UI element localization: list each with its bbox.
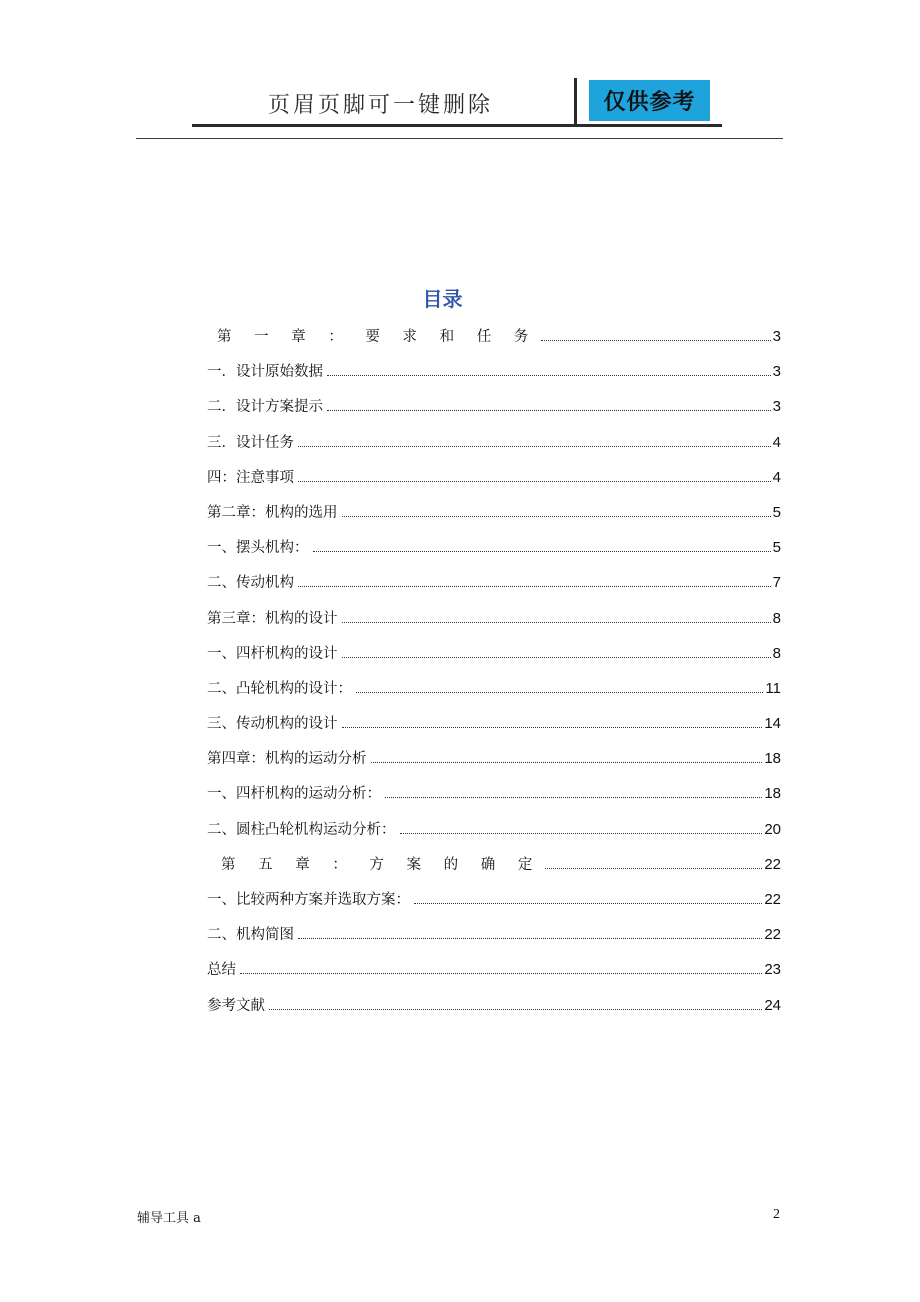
toc-entry[interactable] — [207, 501, 781, 536]
toc-leader-dots — [414, 903, 762, 904]
toc-leader-dots — [541, 340, 770, 341]
footer-page-number: 2 — [773, 1207, 780, 1222]
toc-entry-page: 5 — [772, 539, 781, 557]
toc-entry-page: 22 — [764, 891, 781, 908]
reference-only-badge: 仅供参考 — [589, 80, 710, 121]
toc-entry-page: 3 — [772, 398, 781, 416]
toc-entry[interactable] — [207, 853, 781, 888]
toc-entry[interactable] — [207, 607, 781, 642]
header-rule — [136, 138, 783, 139]
toc-leader-dots — [298, 481, 771, 482]
toc-entry-page: 24 — [764, 996, 781, 1014]
toc-leader-dots — [356, 692, 763, 693]
toc-entry-page: 4 — [772, 433, 781, 451]
toc-entry-label: 三．设计任务 — [207, 434, 294, 451]
header-underline — [192, 124, 722, 127]
toc-leader-dots — [269, 1009, 762, 1010]
toc-entry[interactable] — [207, 818, 781, 853]
toc-entry-page: 8 — [772, 609, 781, 627]
toc-entry[interactable] — [207, 712, 781, 747]
toc-entry[interactable] — [207, 642, 781, 677]
toc-entry-label: 一、四杆机构的运动分析： — [207, 786, 381, 803]
toc-entry[interactable] — [207, 571, 781, 606]
toc-entry-label: 四：注意事项 — [207, 469, 294, 486]
toc-entry-page: 18 — [764, 750, 781, 768]
toc-entry-label: 第 五 章 ： 方 案 的 确 定 — [221, 856, 542, 873]
toc-entry[interactable] — [207, 325, 781, 360]
toc-entry-label: 一、四杆机构的设计 — [207, 645, 338, 662]
toc-entry[interactable] — [207, 958, 781, 993]
toc-entry-label: 二．设计方案提示 — [207, 399, 323, 416]
toc-entry-page: 7 — [772, 574, 781, 592]
toc-entry[interactable] — [207, 747, 781, 782]
toc-entry-page: 18 — [764, 785, 781, 803]
header-text: 页眉页脚可一键删除 — [268, 93, 494, 118]
toc-entry-label: 参考文献 — [207, 997, 265, 1014]
toc-leader-dots — [385, 797, 762, 798]
toc-entry-page: 8 — [772, 644, 781, 662]
toc-entry-label: 一．设计原始数据 — [207, 364, 323, 381]
toc-title: 目录 — [422, 287, 463, 311]
toc-entry[interactable] — [207, 466, 781, 501]
table-of-contents — [207, 325, 781, 1029]
toc-leader-dots — [327, 410, 771, 411]
toc-entry-page: 22 — [764, 855, 781, 873]
toc-leader-dots — [342, 657, 771, 658]
toc-entry-label: 二、传动机构 — [207, 575, 294, 592]
toc-entry-page: 4 — [772, 468, 781, 486]
toc-entry[interactable] — [207, 677, 781, 712]
toc-leader-dots — [400, 833, 763, 834]
toc-entry-label: 二、机构简图 — [207, 927, 294, 944]
toc-leader-dots — [298, 586, 771, 587]
toc-entry-page: 3 — [772, 363, 781, 381]
toc-entry-label: 总结 — [207, 962, 236, 979]
toc-entry-page: 11 — [765, 679, 781, 697]
toc-entry-page: 22 — [764, 926, 781, 944]
toc-leader-dots — [327, 375, 771, 376]
toc-entry-label: 一、摆头机构： — [207, 540, 309, 557]
toc-entry[interactable] — [207, 923, 781, 958]
toc-entry[interactable] — [207, 782, 781, 817]
toc-entry[interactable] — [207, 395, 781, 430]
toc-leader-dots — [240, 973, 762, 974]
toc-entry[interactable] — [207, 536, 781, 571]
toc-entry-label: 第 一 章 ： 要 求 和 任 务 — [217, 329, 538, 345]
toc-entry-label: 二、凸轮机构的设计： — [207, 680, 352, 697]
toc-entry[interactable] — [207, 360, 781, 395]
footer-text: 辅导工具 a — [137, 1211, 201, 1226]
toc-entry-label: 第四章：机构的运动分析 — [207, 751, 367, 768]
toc-entry-label: 第三章：机构的设计 — [207, 610, 338, 627]
toc-entry-page: 23 — [764, 961, 781, 979]
toc-entry[interactable] — [207, 888, 781, 923]
toc-entry-page: 3 — [772, 328, 781, 345]
toc-leader-dots — [298, 938, 762, 939]
toc-leader-dots — [342, 622, 771, 623]
toc-entry[interactable] — [207, 994, 781, 1029]
toc-entry-label: 第二章：机构的选用 — [207, 504, 338, 521]
toc-leader-dots — [298, 446, 771, 447]
toc-entry-page: 20 — [764, 820, 781, 838]
toc-leader-dots — [342, 727, 763, 728]
toc-entry[interactable] — [207, 431, 781, 466]
toc-leader-dots — [313, 551, 771, 552]
toc-entry-label: 二、圆柱凸轮机构运动分析： — [207, 821, 396, 838]
toc-leader-dots — [545, 868, 762, 869]
toc-entry-label: 一、比较两种方案并选取方案： — [207, 892, 410, 908]
toc-entry-label: 三、传动机构的设计 — [207, 716, 338, 733]
toc-leader-dots — [342, 516, 771, 517]
toc-leader-dots — [371, 762, 763, 763]
header-divider — [574, 78, 577, 124]
toc-entry-page: 5 — [772, 503, 781, 521]
toc-entry-page: 14 — [764, 715, 781, 733]
